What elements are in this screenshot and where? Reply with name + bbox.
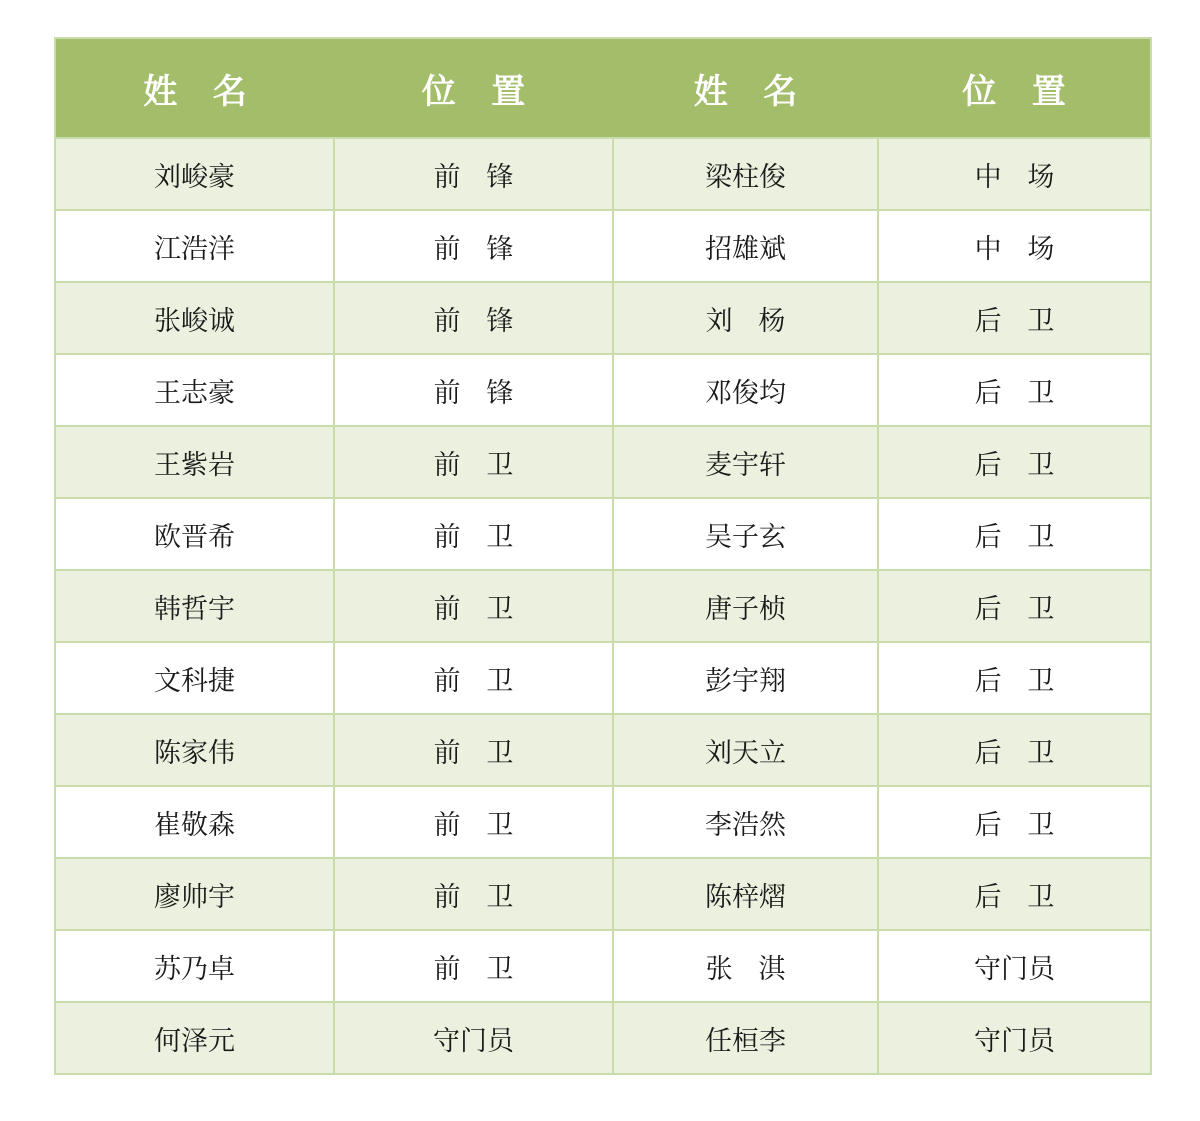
player-name-cell: 梁柱俊 xyxy=(613,138,878,210)
player-name-cell: 张 淇 xyxy=(613,930,878,1002)
player-name-cell: 刘 杨 xyxy=(613,282,878,354)
table-header xyxy=(55,38,1151,138)
player-position-cell: 前 卫 xyxy=(334,498,613,570)
player-position-cell: 后 卫 xyxy=(878,786,1151,858)
player-name-cell: 彭宇翔 xyxy=(613,642,878,714)
table-body xyxy=(55,138,1151,1074)
header-name-1: 姓 名 xyxy=(55,38,334,138)
header-position-2: 位 置 xyxy=(878,38,1151,138)
player-name-cell: 招雄斌 xyxy=(613,210,878,282)
table-row xyxy=(55,570,1151,642)
player-name-cell: 唐子桢 xyxy=(613,570,878,642)
table-row xyxy=(55,1002,1151,1074)
player-position-cell: 前 卫 xyxy=(334,642,613,714)
player-position-cell: 前 卫 xyxy=(334,570,613,642)
player-roster-table xyxy=(54,37,1152,1075)
player-position-cell: 前 卫 xyxy=(334,930,613,1002)
player-position-cell: 前 锋 xyxy=(334,354,613,426)
header-name-2: 姓 名 xyxy=(613,38,878,138)
player-name-cell: 李浩然 xyxy=(613,786,878,858)
player-position-cell: 后 卫 xyxy=(878,642,1151,714)
player-position-cell: 前 卫 xyxy=(334,858,613,930)
table-row xyxy=(55,642,1151,714)
player-name-cell: 邓俊均 xyxy=(613,354,878,426)
player-name-cell: 王志豪 xyxy=(55,354,334,426)
player-position-cell: 后 卫 xyxy=(878,858,1151,930)
player-name-cell: 欧晋希 xyxy=(55,498,334,570)
player-name-cell: 文科捷 xyxy=(55,642,334,714)
player-position-cell: 前 锋 xyxy=(334,282,613,354)
player-name-cell: 麦宇轩 xyxy=(613,426,878,498)
player-position-cell: 前 卫 xyxy=(334,426,613,498)
player-name-cell: 何泽元 xyxy=(55,1002,334,1074)
player-position-cell: 后 卫 xyxy=(878,714,1151,786)
player-position-cell: 前 卫 xyxy=(334,714,613,786)
player-position-cell: 后 卫 xyxy=(878,426,1151,498)
player-position-cell: 后 卫 xyxy=(878,498,1151,570)
table-row xyxy=(55,498,1151,570)
table-row xyxy=(55,138,1151,210)
table-row xyxy=(55,354,1151,426)
header-row xyxy=(55,38,1151,138)
player-name-cell: 吴子玄 xyxy=(613,498,878,570)
player-name-cell: 韩哲宇 xyxy=(55,570,334,642)
player-name-cell: 王紫岩 xyxy=(55,426,334,498)
player-position-cell: 守门员 xyxy=(334,1002,613,1074)
table-row xyxy=(55,714,1151,786)
player-position-cell: 中 场 xyxy=(878,138,1151,210)
player-name-cell: 陈家伟 xyxy=(55,714,334,786)
table-row xyxy=(55,930,1151,1002)
player-position-cell: 守门员 xyxy=(878,1002,1151,1074)
player-position-cell: 前 卫 xyxy=(334,786,613,858)
player-position-cell: 守门员 xyxy=(878,930,1151,1002)
player-name-cell: 江浩洋 xyxy=(55,210,334,282)
player-position-cell: 前 锋 xyxy=(334,138,613,210)
player-position-cell: 后 卫 xyxy=(878,282,1151,354)
header-position-1: 位 置 xyxy=(334,38,613,138)
player-name-cell: 苏乃卓 xyxy=(55,930,334,1002)
player-name-cell: 刘天立 xyxy=(613,714,878,786)
player-name-cell: 陈梓熠 xyxy=(613,858,878,930)
player-position-cell: 前 锋 xyxy=(334,210,613,282)
player-name-cell: 廖帅宇 xyxy=(55,858,334,930)
table-row xyxy=(55,282,1151,354)
player-position-cell: 中 场 xyxy=(878,210,1151,282)
player-name-cell: 张峻诚 xyxy=(55,282,334,354)
table-row xyxy=(55,786,1151,858)
table-row xyxy=(55,210,1151,282)
player-name-cell: 刘峻豪 xyxy=(55,138,334,210)
table-row xyxy=(55,858,1151,930)
player-name-cell: 崔敬森 xyxy=(55,786,334,858)
player-position-cell: 后 卫 xyxy=(878,354,1151,426)
table-row xyxy=(55,426,1151,498)
player-position-cell: 后 卫 xyxy=(878,570,1151,642)
player-name-cell: 任桓李 xyxy=(613,1002,878,1074)
